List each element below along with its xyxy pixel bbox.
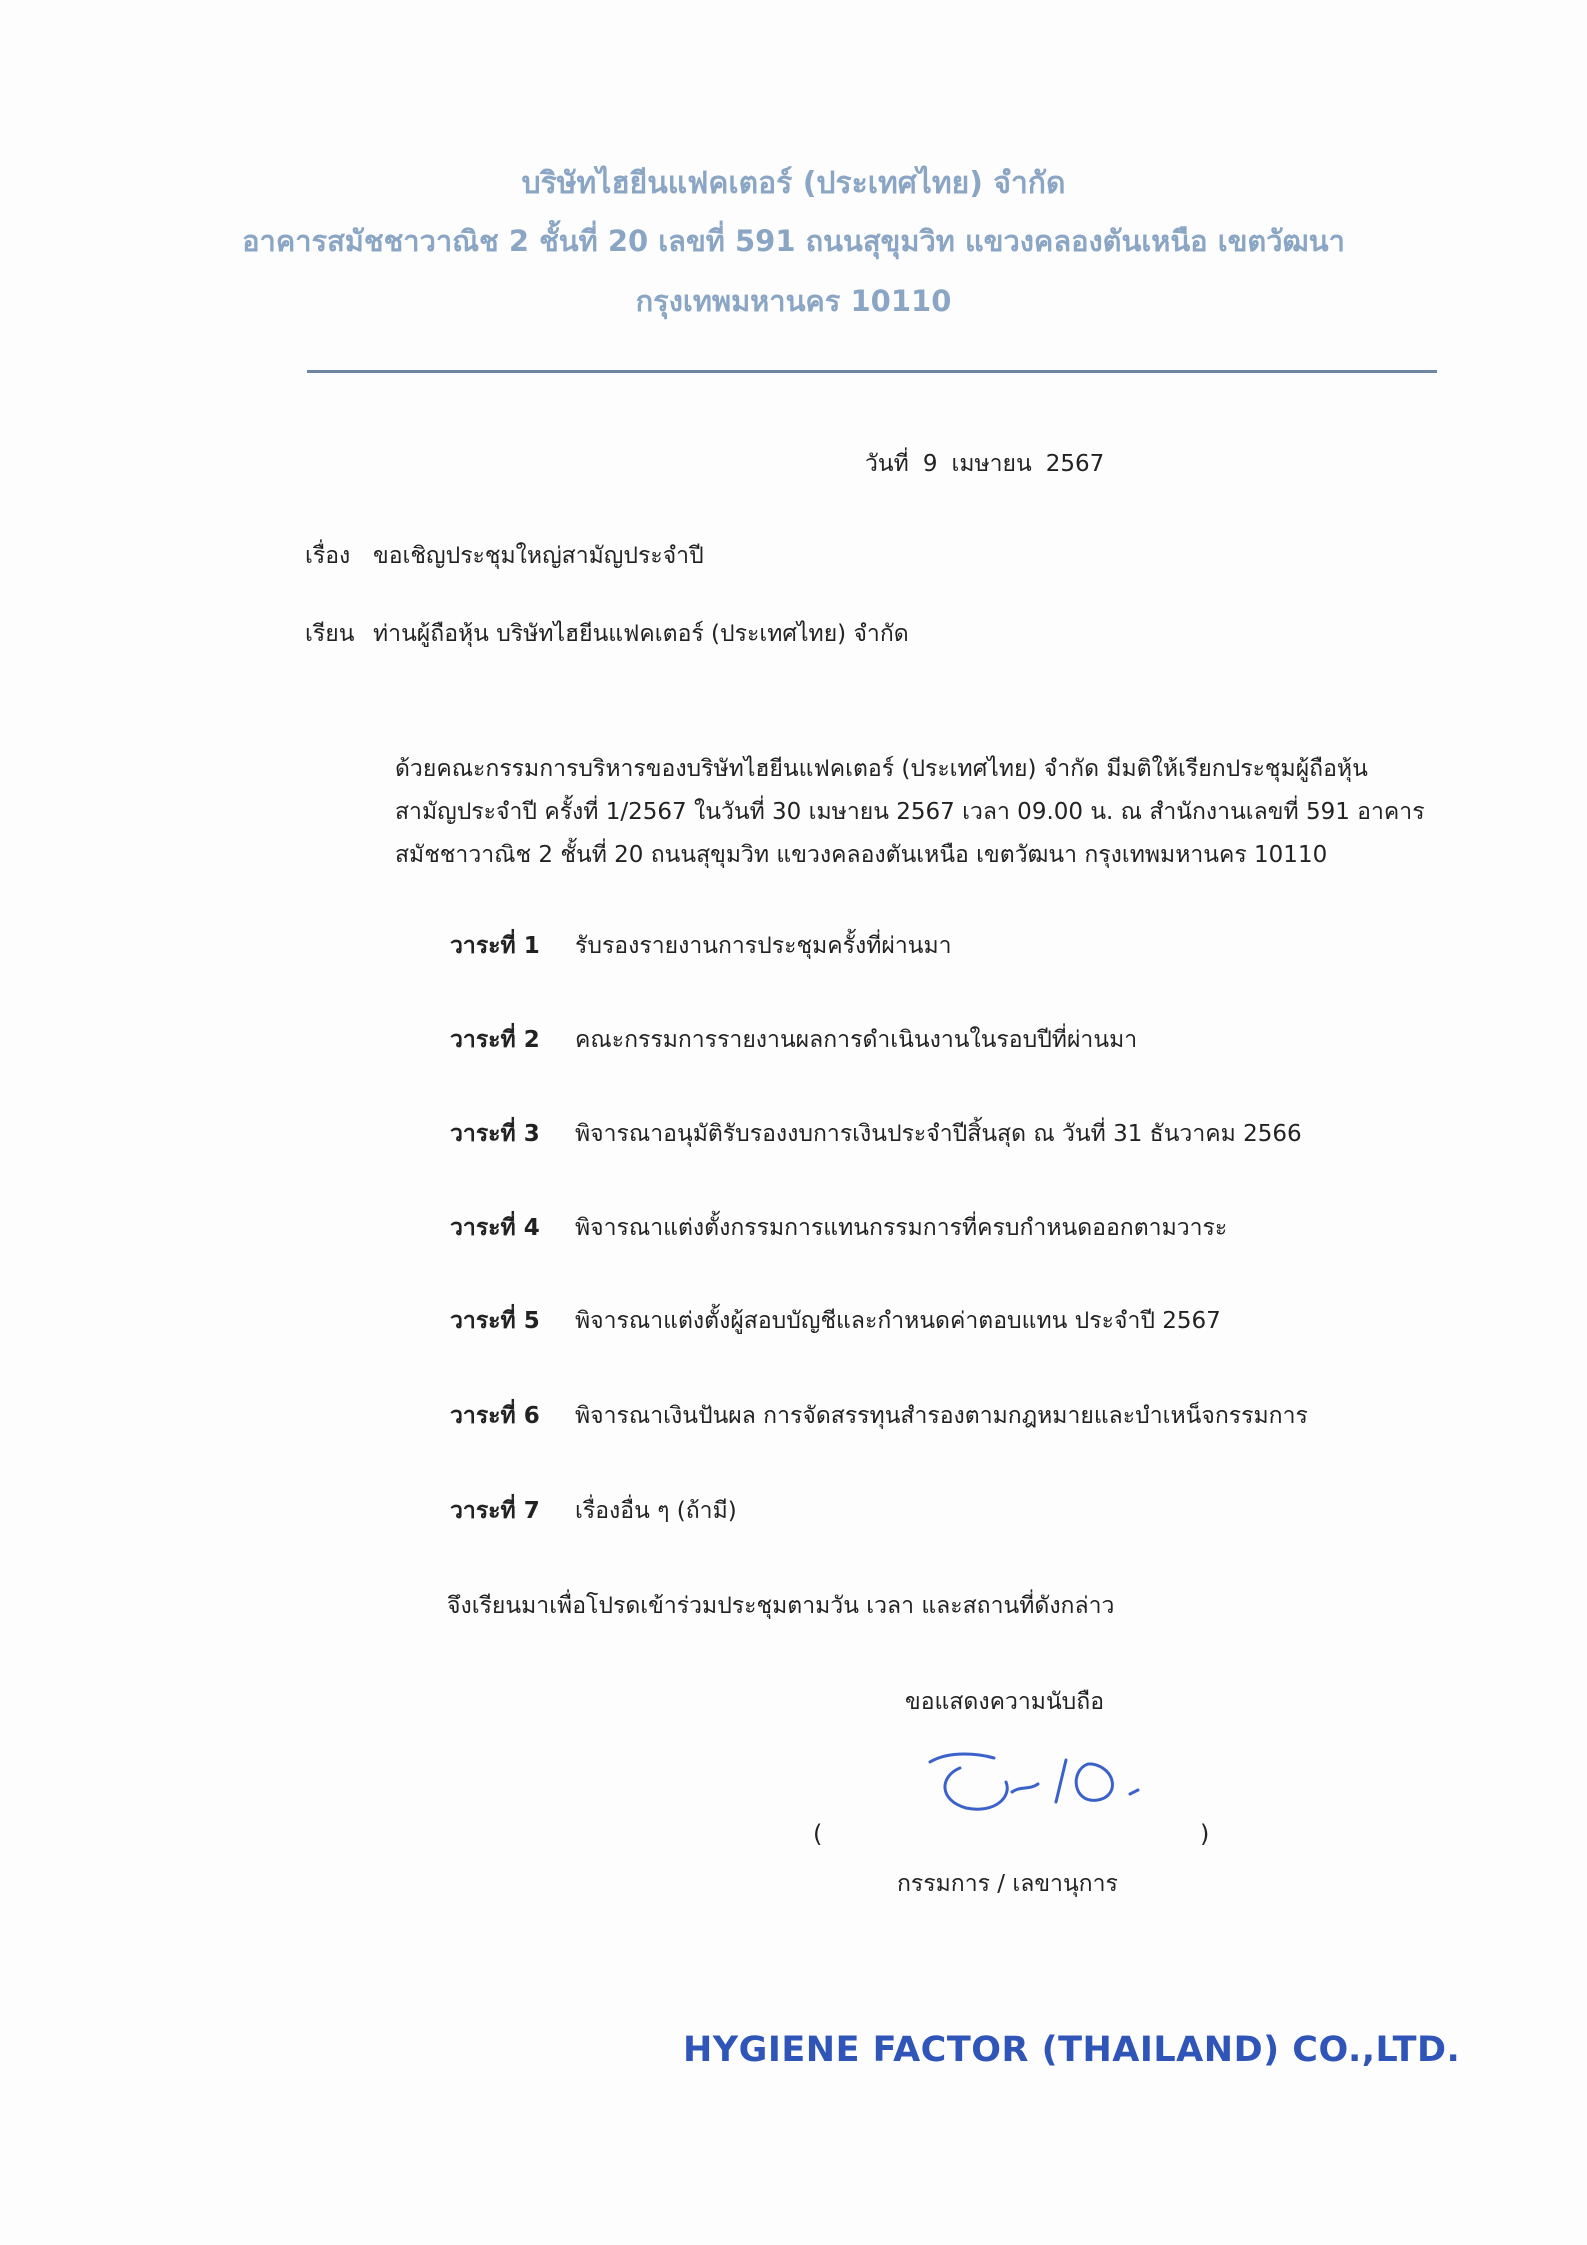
agenda-item (450, 1398, 1308, 1434)
agenda-text: พิจารณาแต่งตั้งผู้สอบบัญชีและกำหนดค่าตอบแทน ประจำปี 2567 (575, 1308, 1221, 1334)
letterhead-address-line2: กรุงเทพมหานคร 10110 (635, 284, 952, 318)
date-label: วันที่ (865, 451, 909, 477)
agenda-number: วาระที่ 7 (450, 1498, 540, 1524)
subject-label: เรื่อง (305, 543, 351, 569)
agenda-text: พิจารณาแต่งตั้งกรรมการแทนกรรมการที่ครบกำหนดออกตามวาระ (575, 1215, 1228, 1241)
letterhead-company: บริษัทไฮยีนแฟคเตอร์ (ประเทศไทย) จำกัด (521, 166, 1066, 201)
agenda-item (450, 1303, 1221, 1339)
agenda-number: วาระที่ 3 (450, 1121, 540, 1147)
signatory-position: กรรมการ / เลขานุการ (897, 1871, 1118, 1897)
date-month: เมษายน (951, 451, 1032, 477)
agenda-item (450, 1493, 737, 1529)
body-line-3: สมัชชาวาณิช 2 ชั้นที่ 20 ถนนสุขุมวิท แขวงคลองตันเหนือ เขตวัฒนา กรุงเทพมหานคร 10110 (395, 842, 1328, 868)
agenda-item (450, 928, 952, 964)
recipient-text: ท่านผู้ถือหุ้น บริษัทไฮยีนแฟคเตอร์ (ประเทศไทย) จำกัด (373, 621, 909, 647)
header-divider (307, 370, 1437, 373)
agenda-item (450, 1210, 1227, 1246)
agenda-number: วาระที่ 1 (450, 933, 540, 959)
letterhead-address-line1: อาคารสมัชชาวาณิช 2 ชั้นที่ 20 เลขที่ 591 ถนนสุขุมวิท แขวงคลองตันเหนือ เขตวัฒนา (242, 224, 1345, 258)
signature-paren-close: ) (1200, 1820, 1210, 1848)
recipient-label: เรียน (305, 621, 355, 647)
agenda-item (450, 1022, 1137, 1058)
date-year: 2567 (1045, 451, 1105, 477)
agenda-text: รับรองรายงานการประชุมครั้งที่ผ่านมา (575, 933, 952, 959)
agenda-number: วาระที่ 5 (450, 1308, 540, 1334)
agenda-text: คณะกรรมการรายงานผลการดำเนินงานในรอบปีที่ผ่านมา (575, 1027, 1138, 1053)
agenda-number: วาระที่ 6 (450, 1403, 540, 1429)
agenda-number: วาระที่ 2 (450, 1027, 540, 1053)
regards: ขอแสดงความนับถือ (905, 1689, 1105, 1715)
agenda-number: วาระที่ 4 (450, 1215, 540, 1241)
body-paragraph (395, 748, 1465, 877)
body-line-1: ด้วยคณะกรรมการบริหารของบริษัทไฮยีนแฟคเตอร์ (ประเทศไทย) จำกัด มีมติให้เรียกประชุมผู้ถือหุ้น (395, 756, 1368, 782)
agenda-item (450, 1116, 1302, 1152)
signature-paren-open: ( (813, 1820, 823, 1848)
agenda-text: พิจารณาอนุมัติรับรองงบการเงินประจำปีสิ้นสุด ณ วันที่ 31 ธันวาคม 2566 (575, 1121, 1302, 1147)
subject-line (305, 538, 704, 574)
handwritten-signature (920, 1740, 1210, 1830)
closing-sentence: จึงเรียนมาเพื่อโปรดเข้าร่วมประชุมตามวัน เวลา และสถานที่ดังกล่าว (447, 1593, 1115, 1619)
agenda-text: พิจารณาเงินปันผล การจัดสรรทุนสำรองตามกฎหมายและบำเหน็จกรรมการ (575, 1403, 1308, 1429)
footer-company-name: HYGIENE FACTOR (THAILAND) CO.,LTD. (683, 2030, 1461, 2070)
agenda-text: เรื่องอื่น ๆ (ถ้ามี) (575, 1498, 737, 1524)
letter-date (865, 446, 1118, 482)
recipient-line (305, 616, 909, 652)
date-day: 9 (922, 451, 938, 477)
body-line-2: สามัญประจำปี ครั้งที่ 1/2567 ในวันที่ 30 เมษายน 2567 เวลา 09.00 น. ณ สำนักงานเลขที่ 591 อาคาร (395, 799, 1425, 825)
subject-text: ขอเชิญประชุมใหญ่สามัญประจำปี (373, 543, 704, 569)
